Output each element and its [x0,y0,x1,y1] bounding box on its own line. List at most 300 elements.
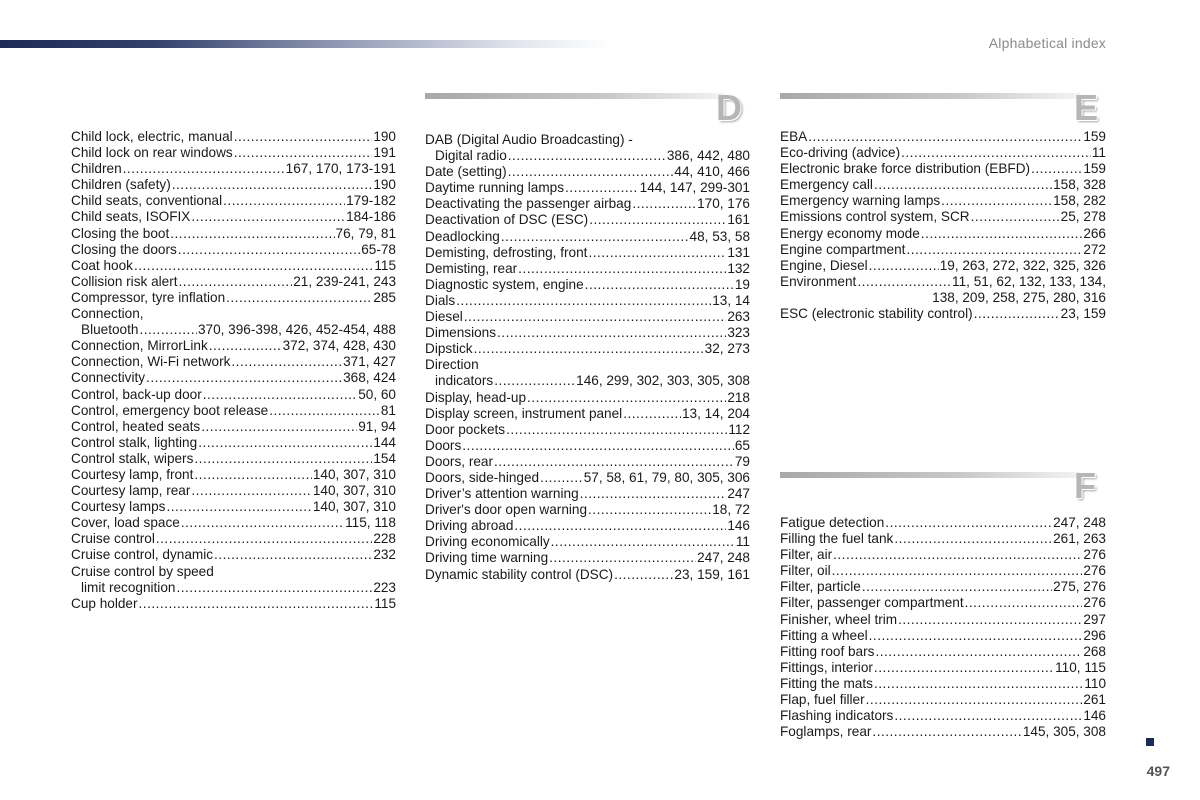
dot-leader [588,245,726,261]
section-d-bar [425,93,725,99]
index-entry-pages: 218 [727,389,750,405]
dot-leader [170,226,334,242]
dot-leader [234,129,373,145]
dot-leader [223,193,345,209]
index-entry [780,692,1106,708]
index-entry-pages: 25, 278 [1060,209,1106,225]
index-entry-pages: 276 [1083,563,1106,579]
dot-leader [269,403,380,419]
dot-leader [874,676,1083,692]
index-entry [780,226,1106,242]
index-entry-pages: 11, 51, 62, 132, 133, 134, [952,273,1106,289]
dot-leader [191,209,345,225]
section-e-letter: E [1074,87,1099,128]
dot-leader [875,644,1082,660]
index-entry-term: Diagnostic system, engine [425,276,584,292]
index-entry [71,499,396,515]
index-entry-pages: 159 [1083,161,1106,177]
index-entry [780,177,1106,193]
dot-leader [134,258,373,274]
index-entry [71,451,396,467]
index-entry [425,325,750,341]
dot-leader [971,209,1060,225]
dot-leader [901,145,1091,161]
index-entry [425,245,750,261]
dot-leader [623,406,681,422]
index-column-e [780,129,1106,322]
index-entry-term: Courtesy lamp, front [71,466,194,482]
index-entry-pages: 115 [374,257,396,273]
index-entry [425,438,750,454]
index-entry [425,390,750,406]
index-entry-pages: 297 [1083,611,1106,627]
index-entry-term: Electronic brake force distribution (EBFD) [780,161,1031,177]
index-entry-term: Driver’s attention warning [425,486,579,502]
index-entry [71,387,396,403]
index-entry [425,309,750,325]
index-entry-term: Doors [425,437,462,453]
index-entry-term: Control, heated seats [71,418,201,434]
dot-leader [194,451,372,467]
index-entry [425,341,750,357]
index-entry-pages: 11 [1091,145,1106,161]
index-entry-pages: 372, 374, 428, 430 [282,338,396,354]
index-entry [780,209,1106,225]
index-entry-pages: 232 [373,547,396,563]
index-entry-term: Doors, side-hinged [425,469,540,485]
index-entry-term: Emergency call [780,177,873,193]
dot-leader [833,547,1082,563]
dot-leader [156,531,372,547]
index-entry-term: Driving time warning [425,550,549,566]
index-entry [71,338,396,354]
dot-leader [462,438,734,454]
index-entry-pages: 13, 14 [712,292,750,308]
index-entry-term: Display screen, instrument panel [425,405,623,421]
dot-leader [181,515,344,531]
index-entry-pages: 131 [727,244,750,260]
index-entry-pages: 79 [734,453,750,469]
index-entry-pages: 21, 239-241, 243 [293,273,396,289]
index-entry [780,676,1106,692]
dot-leader [179,274,293,290]
index-entry-pages: 19, 263, 272, 322, 325, 326 [939,257,1106,273]
index-entry-pages: 146 [727,518,750,534]
index-entry-term: Deactivating the passenger airbag [425,196,632,212]
index-entry-term: Doors, rear [425,453,493,469]
index-entry-term: Dials [425,292,456,308]
index-entry-term: indicators [435,373,494,389]
index-entry [780,708,1106,724]
dot-leader [965,595,1083,611]
dot-leader [123,161,285,177]
index-entry-term: Cover, load space [71,515,180,531]
index-entry-pages: 110, 115 [1055,659,1106,675]
index-entry [425,196,750,212]
index-entry-term: Child lock, electric, manual [71,129,233,144]
index-entry-term: Control stalk, lighting [71,434,198,450]
index-entry [780,612,1106,628]
index-entry-pages: 276 [1083,595,1106,611]
dot-leader [885,515,1052,531]
index-entry [425,406,750,422]
index-entry-pages: 247, 248 [697,550,750,566]
dot-leader [494,454,734,470]
index-entry [425,422,750,438]
dot-leader [874,660,1054,676]
index-entry [780,724,1106,740]
dot-leader [508,148,666,164]
index-entry-term: Driving economically [425,534,550,550]
index-entry-term: Emissions control system, SCR [780,209,970,225]
index-entry-pages: 144 [373,434,396,450]
index-entry-term: Foglamps, rear [780,724,872,740]
dot-leader [146,370,342,386]
dot-leader [201,419,357,435]
index-entry [425,212,750,228]
index-entry-pages: 228 [373,531,396,547]
index-entry-term: Emergency warning lamps [780,193,941,209]
index-entry-pages: 65 [734,437,750,453]
index-entry-term: EBA [780,129,808,144]
index-entry-pages: 158, 328 [1053,177,1106,193]
dot-leader [921,226,1083,242]
index-entry-pages: 285 [373,289,396,305]
index-entry-term: Compressor, tyre inflation [71,289,226,305]
index-entry-pages: 261, 263 [1053,531,1106,547]
index-entry-term: Courtesy lamp, rear [71,483,191,499]
index-entry [71,242,396,258]
index-entry-term: Courtesy lamps [71,499,166,515]
index-entry [425,518,750,534]
index-entry-term: ESC (electronic stability control) [780,306,973,322]
index-entry [71,354,396,370]
index-entry-term: Fitting a wheel [780,627,868,643]
index-entry-term: Dipstick [425,341,473,357]
dot-leader [198,435,372,451]
index-entry-pages: 190 [373,129,396,144]
index-entry [780,161,1106,177]
index-entry-term: Filter, oil [780,563,831,579]
index-entry [780,628,1106,644]
index-entry-pages: 57, 58, 61, 79, 80, 305, 306 [583,469,750,485]
section-e-bar [780,93,1080,99]
index-entry-term: Filter, particle [780,579,861,595]
dot-leader [906,242,1082,258]
index-entry-term: Diesel [425,309,463,325]
index-entry-pages: 190 [373,177,396,193]
index-entry [71,274,396,290]
index-entry [780,274,1106,290]
index-entry-term: Driver's door open warning [425,502,588,518]
dot-leader [494,373,575,389]
index-entry [780,193,1106,209]
index-entry-pages: 81 [380,402,396,418]
index-column-c [71,129,396,612]
index-entry-pages: 145, 305, 308 [1022,724,1106,740]
dot-leader [857,274,951,290]
index-entry [71,145,396,161]
section-d-letter: D [716,87,742,128]
index-entry-term: Flap, fuel filler [780,692,865,708]
index-entry-pages: 371, 427 [343,354,396,370]
dot-leader [869,258,939,274]
index-entry-term: Date (setting) [425,164,507,180]
index-entry-pages: 91, 94 [358,418,396,434]
index-entry-term: Door pockets [425,421,506,437]
index-entry-pages: 368, 424 [343,370,396,386]
index-entry-pages: 140, 307, 310 [312,483,396,499]
dot-leader [172,177,373,193]
index-entry-term: Cup holder [71,595,138,611]
index-entry [780,258,1106,274]
index-entry [780,515,1106,531]
index-entry-pages: 23, 159, 161 [674,566,750,582]
dot-leader [527,390,726,406]
index-entry [425,534,750,550]
index-entry [780,129,1106,145]
index-entry [71,596,396,612]
index-entry-heading: Cruise control by speed [71,563,214,579]
dot-leader [551,534,735,550]
index-entry [780,145,1106,161]
index-entry-pages: 266 [1083,225,1106,241]
page-marker-square [1146,738,1154,746]
index-entry [780,644,1106,660]
dot-leader [894,531,1052,547]
index-entry [780,563,1106,579]
index-entry-pages: 161 [727,212,750,228]
index-entry-pages: 140, 307, 310 [312,499,396,515]
index-entry-pages: 191 [373,145,396,161]
index-entry [71,419,396,435]
index-entry-heading: Direction [425,357,479,373]
index-entry [425,454,750,470]
index-entry-term: Driving abroad [425,518,514,534]
dot-leader [974,306,1060,322]
dot-leader [194,467,311,483]
index-entry-term: Filter, passenger compartment [780,595,964,611]
dot-leader [869,628,1083,644]
index-entry-term: Flashing indicators [780,708,894,724]
index-entry-pages: 276 [1083,547,1106,563]
index-entry-term: Deactivation of DSC (ESC) [425,212,589,228]
index-entry-term: Closing the doors [71,241,177,257]
index-entry-pages: 110 [1084,675,1106,691]
index-entry-pages: 18, 72 [712,502,750,518]
index-entry [425,486,750,502]
index-entry-term: Connection, MirrorLink [71,338,208,354]
dot-leader [549,550,696,566]
index-entry [71,467,396,483]
dot-leader [178,242,360,258]
index-column-f [780,515,1106,740]
dot-leader [588,502,711,518]
index-entry-pages: 112 [728,421,750,437]
index-entry [71,258,396,274]
index-entry-pages: 247 [727,486,750,502]
index-entry [780,242,1106,258]
index-entry-term: Filter, air [780,547,833,563]
page-number: 497 [1146,763,1170,779]
index-entry-term: Control, back-up door [71,386,202,402]
dot-leader [139,596,374,612]
index-entry [71,290,396,306]
section-f-bar [780,472,1080,478]
index-entry-pages: 184-186 [346,209,396,225]
index-entry-pages: 50, 60 [358,386,396,402]
header-accent-bar [0,40,610,48]
index-entry-pages: 32, 273 [704,341,750,357]
index-entry-pages: 370, 396-398, 426, 452-454, 488 [197,322,396,338]
dot-leader [585,277,734,293]
index-entry-term: Deadlocking [425,228,500,244]
dot-leader [501,229,689,245]
index-entry [425,261,750,277]
index-entry-term: Cruise control [71,531,155,547]
index-entry [71,531,396,547]
index-entry [425,277,750,293]
dot-leader [632,196,696,212]
index-entry-pages: 11 [735,534,750,550]
index-entry [71,580,396,596]
index-entry-pages: 48, 53, 58 [689,228,750,244]
index-entry-pages: 140, 307, 310 [312,466,396,482]
index-entry-term: Coat hook [71,257,133,273]
dot-leader [176,580,372,596]
index-entry-term: Children (safety) [71,177,171,193]
index-entry-continuation: 138, 209, 258, 275, 280, 316 [932,289,1106,305]
dot-leader [872,724,1021,740]
index-entry-pages: 272 [1083,241,1106,257]
index-entry-pages: 223 [373,579,396,595]
index-entry [425,148,750,164]
index-entry-pages: 44, 410, 466 [674,164,750,180]
dot-leader [518,261,726,277]
index-entry [780,547,1106,563]
index-entry-pages: 159 [1083,129,1106,144]
index-entry-term: Fitting roof bars [780,643,875,659]
index-entry-pages: 261 [1083,692,1106,708]
dot-leader [464,309,727,325]
dot-leader [565,180,639,196]
index-entry-term: Child lock on rear windows [71,145,233,161]
index-entry-term: Closing the boot [71,225,170,241]
index-entry [780,595,1106,611]
index-entry [71,322,396,338]
dot-leader [456,293,711,309]
index-entry-pages: 275, 276 [1053,579,1106,595]
index-entry-pages: 170, 176 [697,196,750,212]
index-entry [425,470,750,486]
dot-leader [506,422,727,438]
index-entry-term: Engine, Diesel [780,257,868,273]
index-entry [425,180,750,196]
dot-leader [898,612,1082,628]
index-entry-term: Dynamic stability control (DSC) [425,566,614,582]
index-entry-term: Eco-driving (advice) [780,145,901,161]
index-entry-pages: 268 [1083,643,1106,659]
index-entry [71,226,396,242]
index-entry [780,579,1106,595]
index-entry [425,164,750,180]
index-entry-pages: 386, 442, 480 [666,148,750,164]
index-entry [780,660,1106,676]
index-entry-term: Digital radio [435,148,507,164]
index-entry-term: Child seats, conventional [71,193,223,209]
dot-leader [874,177,1052,193]
index-entry [71,370,396,386]
dot-leader [941,193,1052,209]
dot-leader [497,325,726,341]
index-entry-term: Engine compartment [780,241,906,257]
index-column-d [425,132,750,583]
dot-leader [166,499,311,515]
index-entry-pages: 263 [727,309,750,325]
index-entry-term: Finisher, wheel trim [780,611,898,627]
index-entry-pages: 167, 170, 173-191 [285,161,396,177]
index-entry [71,403,396,419]
index-entry-heading: Connection, [71,306,144,322]
index-entry [425,550,750,566]
index-entry-pages: 132 [727,260,750,276]
dot-leader [231,354,342,370]
index-entry-pages: 76, 79, 81 [335,225,396,241]
index-entry-term: Display, head-up [425,389,527,405]
index-entry-term: Environment [780,273,857,289]
index-entry [71,547,396,563]
dot-leader [474,341,704,357]
section-f-letter: F [1074,465,1096,506]
index-entry-heading: DAB (Digital Audio Broadcasting) - [425,132,633,147]
index-entry [71,177,396,193]
dot-leader [226,290,372,306]
index-entry-term: Fitting the mats [780,675,873,691]
dot-leader [234,145,373,161]
index-entry-pages: 13, 14, 204 [681,405,750,421]
index-entry [425,502,750,518]
index-entry-term: Control stalk, wipers [71,450,194,466]
index-entry [425,567,750,583]
dot-leader [808,129,1082,145]
index-entry-pages: 154 [373,450,396,466]
index-entry-term: Control, emergency boot release [71,402,269,418]
dot-leader [540,470,583,486]
index-entry-term: Child seats, ISOFIX [71,209,191,225]
index-entry-pages: 247, 248 [1053,515,1106,530]
dot-leader [203,387,357,403]
index-entry-term: Collision risk alert [71,273,178,289]
index-entry [71,483,396,499]
dot-leader [1031,161,1082,177]
index-entry [425,229,750,245]
index-entry-term: Demisting, defrosting, front [425,244,588,260]
index-entry-pages: 19 [734,276,750,292]
index-entry-pages: 115 [374,595,396,611]
index-entry-term: Dimensions [425,325,497,341]
index-entry-pages: 115, 118 [345,515,396,531]
dot-leader [589,212,726,228]
index-entry [71,435,396,451]
index-entry-pages: 65-78 [361,241,396,257]
index-entry-term: limit recognition [81,579,176,595]
index-entry [71,515,396,531]
index-entry-term: Energy economy mode [780,225,920,241]
dot-leader [191,483,311,499]
index-entry-pages: 179-182 [346,193,396,209]
dot-leader [514,518,726,534]
index-entry [425,373,750,389]
